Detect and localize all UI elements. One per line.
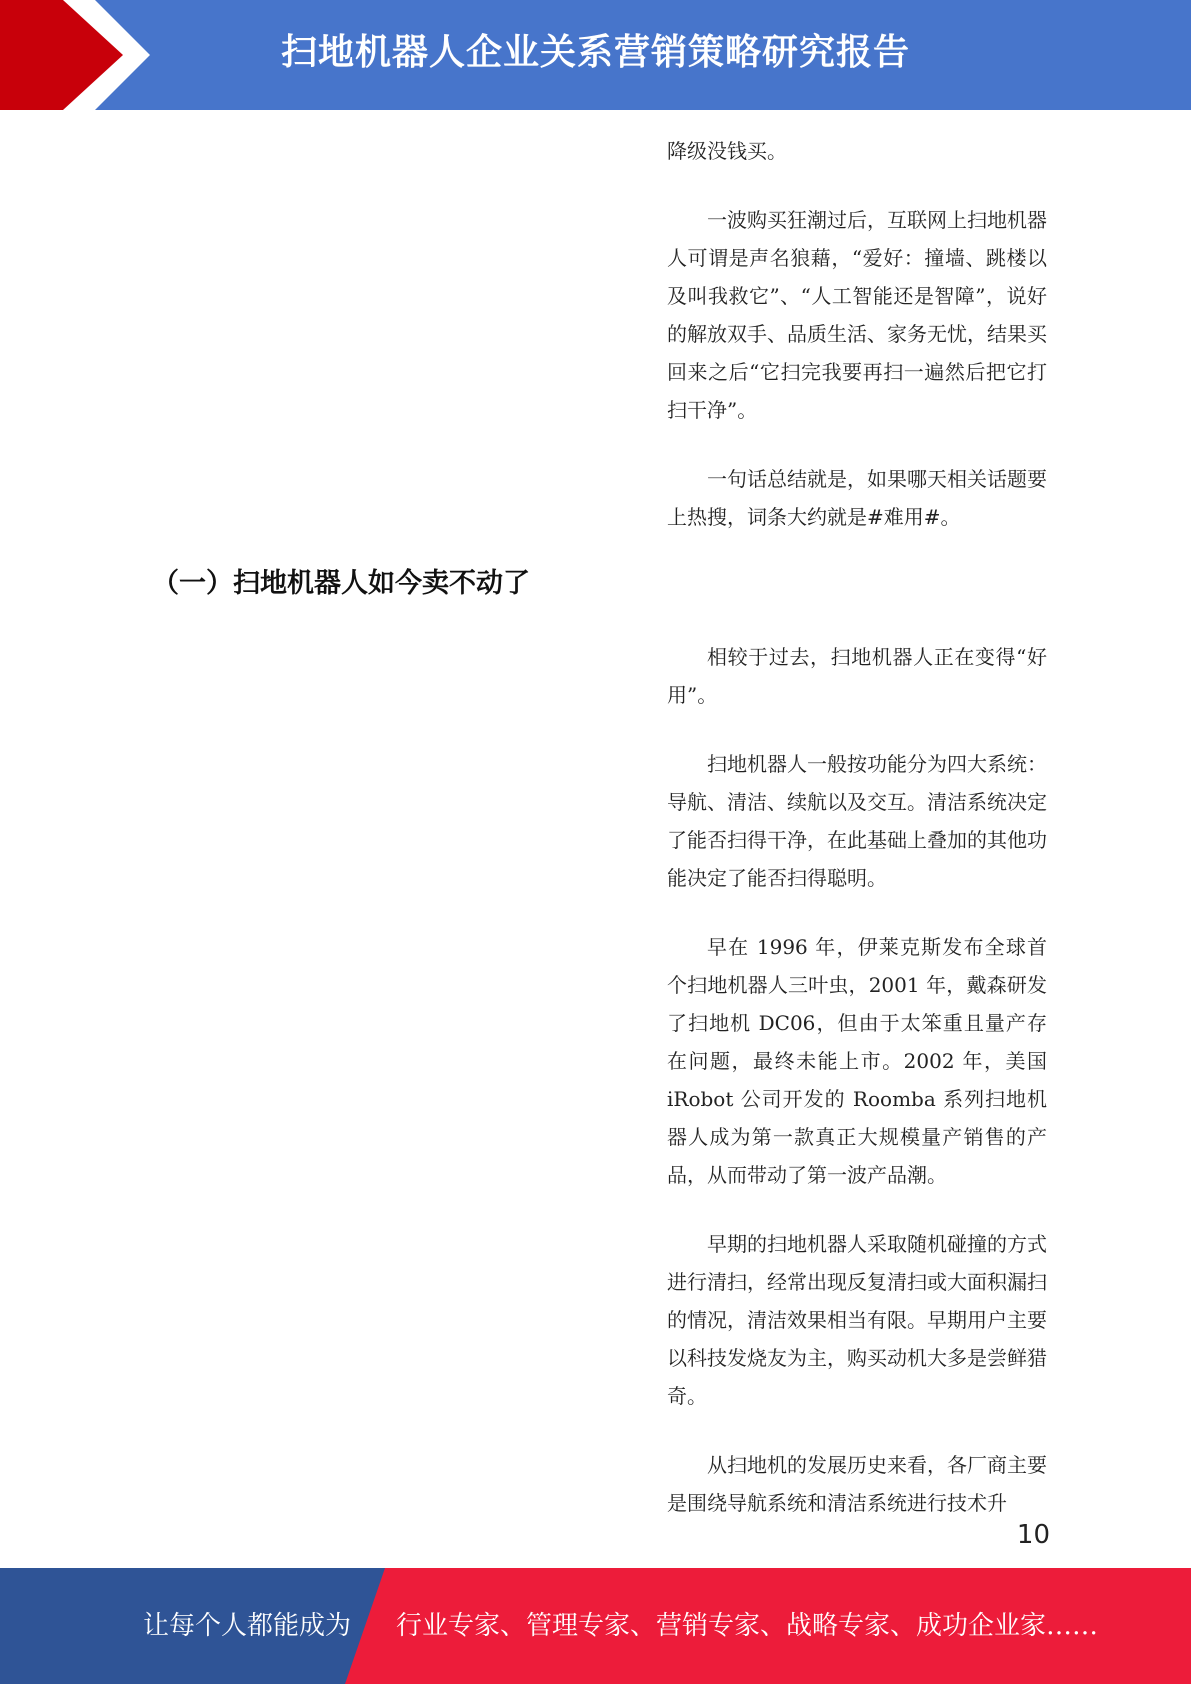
paragraph: 一波购买狂潮过后，互联网上扫地机器人可谓是声名狼藉，“爱好：撞墙、跳楼以及叫我救它”、“人工智能还是智障”，说好的解放双手、品质生活、家务无忧，结果买回来之后“它扫完我要再扫一遍然后把它打扫干净”。 bbox=[667, 208, 1047, 422]
paragraph: 早期的扫地机器人采取随机碰撞的方式进行清扫，经常出现反复清扫或大面积漏扫的情况，清洁效果相当有限。早期用户主要以科技发烧友为主，购买动机大多是尝鲜猎奇。 bbox=[667, 1232, 1047, 1408]
report-title: 扫地机器人企业关系营销策略研究报告 bbox=[280, 32, 910, 73]
body-text-bottom bbox=[667, 638, 1047, 1522]
paragraph: 从扫地机的发展历史来看，各厂商主要是围绕导航系统和清洁系统进行技术升 bbox=[667, 1453, 1047, 1515]
page-number: 10 bbox=[1016, 1520, 1050, 1550]
paragraph: 一句话总结就是，如果哪天相关话题要上热搜，词条大约就是#难用#。 bbox=[667, 467, 1047, 529]
page-header bbox=[0, 0, 1191, 110]
paragraph: 扫地机器人一般按功能分为四大系统：导航、清洁、续航以及交互。清洁系统决定了能否扫得干净，在此基础上叠加的其他功能决定了能否扫得聪明。 bbox=[667, 752, 1047, 890]
footer-slogan-right: 行业专家、管理专家、营销专家、战略专家、成功企业家…… bbox=[396, 1611, 1099, 1641]
paragraph: 降级没钱买。 bbox=[667, 139, 787, 163]
paragraph: 相较于过去，扫地机器人正在变得“好用”。 bbox=[667, 645, 1047, 707]
paragraph: 早在 1996 年，伊莱克斯发布全球首个扫地机器人三叶虫，2001 年，戴森研发了扫地机 DC06，但由于太笨重且量产存在问题，最终未能上市。2002 年，美国 iRobot 公司开发的 Roomba 系列扫地机器人成为第一款真正大规模量产销售的产品，从而带动了第一波产品潮。 bbox=[667, 935, 1047, 1187]
footer-slogan-left: 让每个人都能成为 bbox=[143, 1611, 352, 1641]
header-chevron-graphic bbox=[0, 0, 160, 110]
page-footer bbox=[0, 1568, 1191, 1684]
body-text-top bbox=[667, 132, 1047, 536]
section-heading: （一）扫地机器人如今卖不动了 bbox=[152, 568, 530, 599]
